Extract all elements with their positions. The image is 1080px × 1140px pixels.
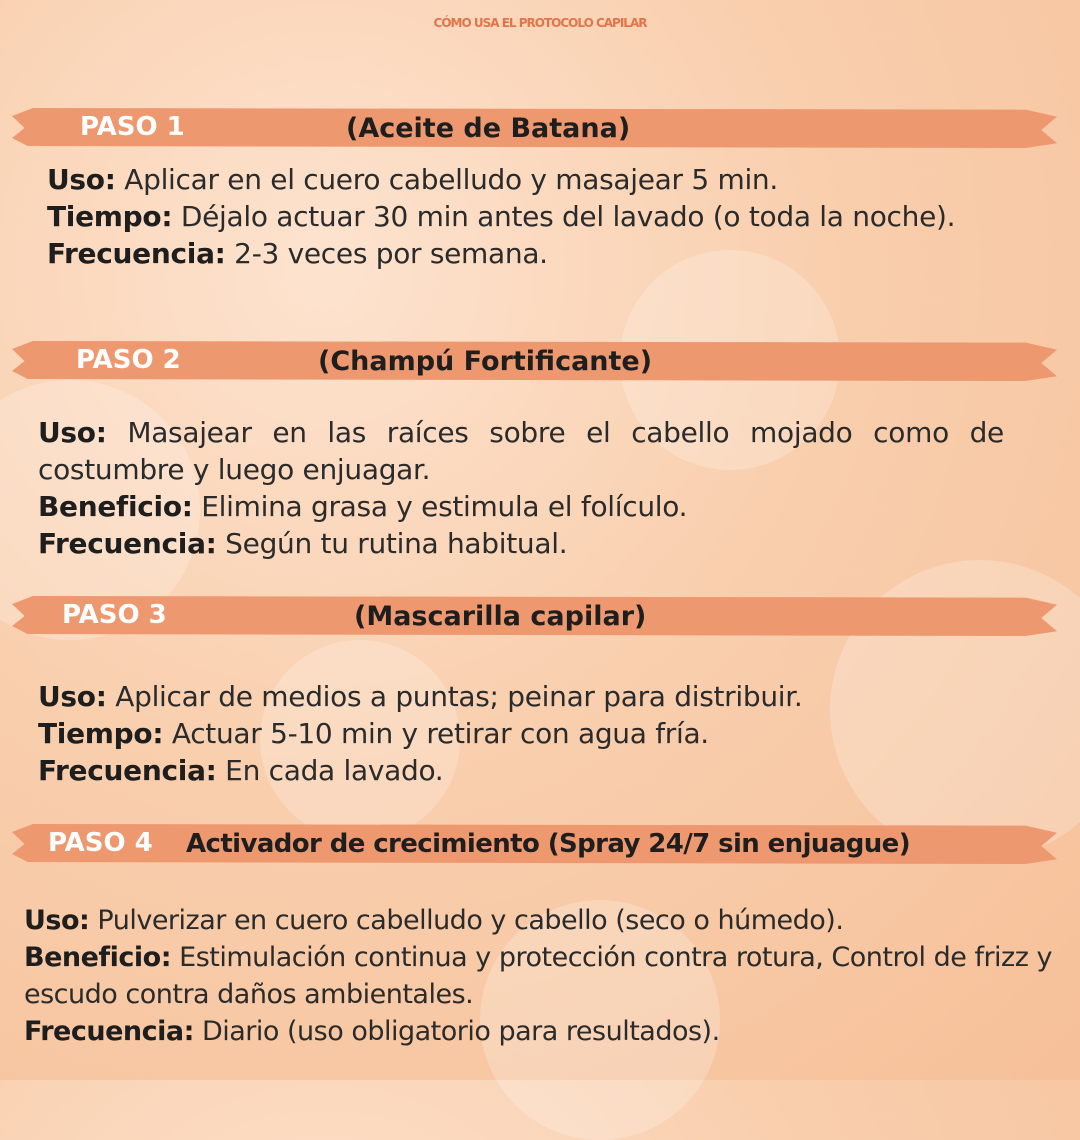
step-2-uso-label: Uso: — [38, 416, 107, 449]
step-4-frecuencia-label: Frecuencia: — [24, 1016, 194, 1047]
step-1-line-frecuencia — [47, 235, 977, 272]
step-3-tiempo-label: Tiempo: — [38, 717, 164, 750]
step-3-uso-text: Aplicar de medios a puntas; peinar para distribuir. — [106, 680, 803, 713]
step-1-body — [47, 161, 977, 272]
step-2-frecuencia-label: Frecuencia: — [38, 527, 217, 560]
step-4-line-uso — [24, 902, 1070, 939]
step-1-label: PASO 1 — [80, 112, 185, 142]
step-1-uso-label: Uso: — [47, 163, 116, 196]
step-3-line-uso — [38, 678, 1038, 715]
step-2-heading: (Champú Fortificante) — [318, 346, 653, 377]
step-3-label: PASO 3 — [62, 600, 167, 630]
step-2-frecuencia-text: Según tu rutina habitual. — [216, 527, 568, 560]
step-1-line-tiempo — [47, 198, 977, 235]
step-4-frecuencia-text: Diario (uso obligatorio para resultados). — [193, 1016, 720, 1047]
step-2-beneficio-label: Beneficio: — [38, 490, 193, 523]
step-2-line-uso — [38, 414, 1004, 488]
step-2-body — [38, 414, 1004, 562]
step-2-line-beneficio — [38, 488, 1004, 525]
step-3-heading: (Mascarilla capilar) — [354, 601, 647, 632]
step-3-body — [38, 678, 1038, 789]
step-4-line-beneficio — [24, 939, 1070, 1013]
step-1-frecuencia-label: Frecuencia: — [47, 237, 226, 270]
step-4-beneficio-label: Beneficio: — [24, 942, 172, 973]
step-3-frecuencia-text: En cada lavado. — [216, 754, 444, 787]
step-4-label: PASO 4 — [48, 828, 153, 858]
step-2-beneficio-text: Elimina grasa y estimula el folículo. — [192, 490, 688, 523]
step-4-uso-label: Uso: — [24, 905, 90, 936]
step-1-tiempo-text: Déjalo actuar 30 min antes del lavado (o toda la noche). — [172, 200, 956, 233]
step-4-heading: Activador de crecimiento (Spray 24/7 sin enjuague) — [186, 829, 911, 859]
step-1-frecuencia-text: 2-3 veces por semana. — [225, 237, 548, 270]
step-1-heading: (Aceite de Batana) — [346, 113, 631, 144]
step-3-tiempo-text: Actuar 5-10 min y retirar con agua fría. — [163, 717, 709, 750]
step-3-uso-label: Uso: — [38, 680, 107, 713]
step-2-uso-text: Masajear en las raíces sobre el cabello mojado como de costumbre y luego enjuagar. — [38, 416, 1004, 486]
step-1-line-uso — [47, 161, 977, 198]
step-4-body — [24, 902, 1070, 1050]
step-4-uso-text: Pulverizar en cuero cabelludo y cabello (seco o húmedo). — [89, 905, 844, 936]
step-2-line-frecuencia — [38, 525, 1004, 562]
step-2-label: PASO 2 — [76, 345, 181, 375]
step-3-frecuencia-label: Frecuencia: — [38, 754, 217, 787]
step-3-line-tiempo — [38, 715, 1038, 752]
step-4-line-frecuencia — [24, 1013, 1070, 1050]
page-title: CÓMO USA EL PROTOCOLO CAPILAR — [433, 16, 647, 30]
step-4-beneficio-text: Estimulación continua y protección contra rotura, Control de frizz y escudo contra daños ambientales. — [24, 942, 1052, 1010]
step-3-line-frecuencia — [38, 752, 1038, 789]
step-1-tiempo-label: Tiempo: — [47, 200, 173, 233]
step-1-uso-text: Aplicar en el cuero cabelludo y masajear 5 min. — [115, 163, 778, 196]
